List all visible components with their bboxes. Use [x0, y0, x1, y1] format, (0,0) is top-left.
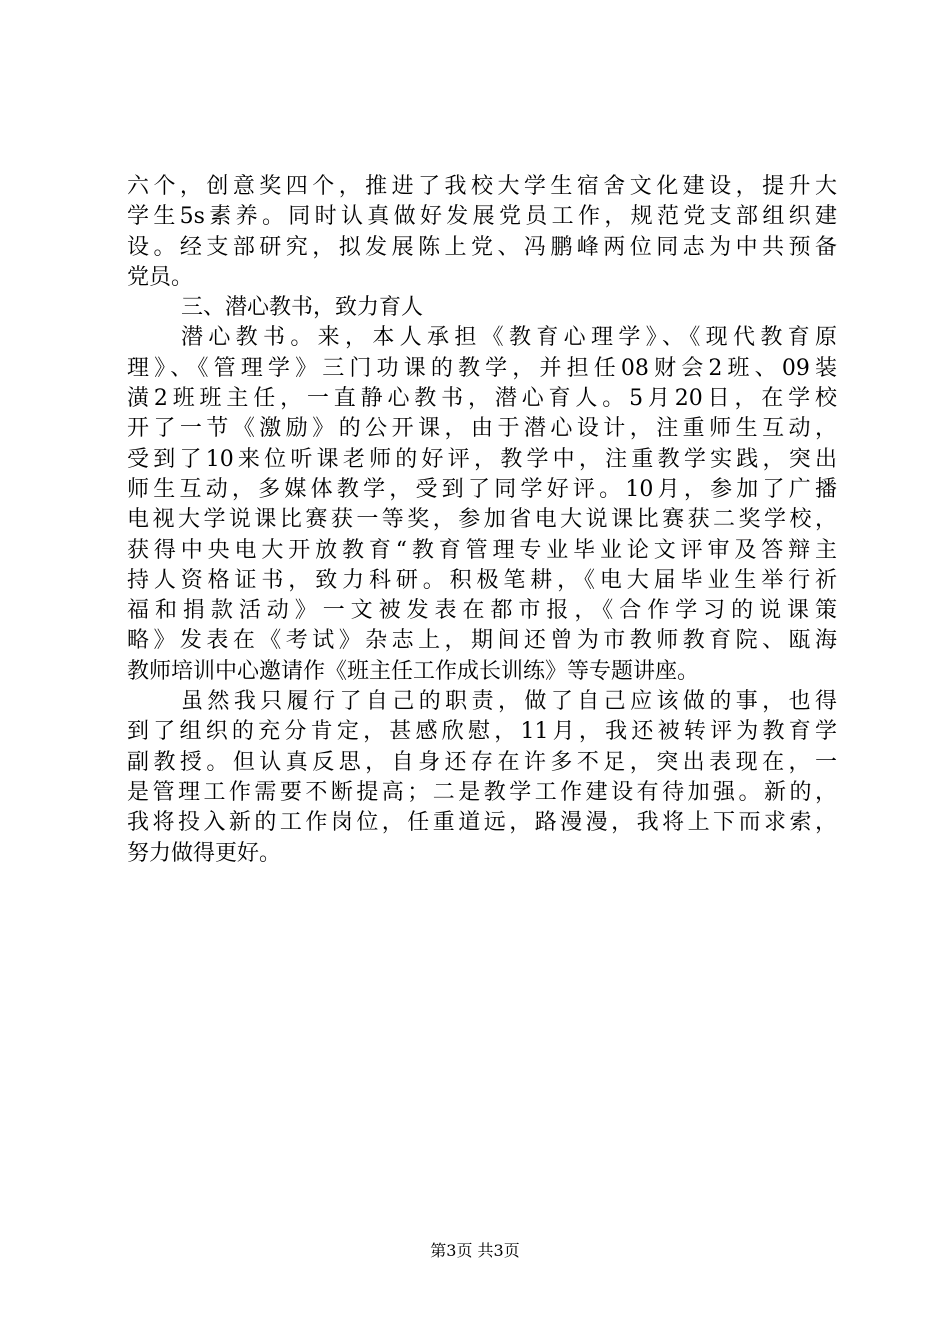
text-line: 受到了10来位听课老师的好评，教学中，注重教学实践，突出 — [127, 446, 837, 472]
text-line: 略》发表在《考试》杂志上，期间还曾为市教师教育院、瓯海 — [127, 628, 837, 654]
text-line: 努力做得更好。 — [127, 840, 282, 866]
text-line: 福和捐款活动》一文被发表在都市报，《合作学习的说课策 — [127, 598, 837, 624]
text-line: 获得中央电大开放教育“教育管理专业毕业论文评审及答辩主 — [127, 537, 837, 563]
text-line: 副教授。但认真反思，自身还存在许多不足，突出表现在，一 — [127, 749, 837, 775]
text-line: 三、潜心教书，致力育人 — [181, 295, 424, 321]
text-line: 理》、《管理学》三门功课的教学，并担任08财会2班、09装 — [127, 355, 837, 381]
page-footer: 第3页 共3页 — [430, 1241, 520, 1260]
document-body — [127, 172, 837, 869]
text-line: 教师培训中心邀请作《班主任工作成长训练》等专题讲座。 — [127, 658, 700, 684]
text-line: 设。经支部研究，拟发展陈上党、冯鹏峰两位同志为中共预备 — [127, 234, 837, 260]
text-line: 是管理工作需要不断提高；二是教学工作建设有待加强。新的， — [127, 779, 837, 805]
text-line: 学生5s素养。同时认真做好发展党员工作，规范党支部组织建 — [127, 204, 837, 230]
text-line: 持人资格证书，致力科研。积极笔耕，《电大届毕业生举行祈 — [127, 567, 837, 593]
text-line: 师生互动，多媒体教学，受到了同学好评。10月，参加了广播 — [127, 476, 837, 502]
text-line: 党员。 — [127, 264, 194, 290]
text-line: 潢2班班主任，一直静心教书，潜心育人。5月20日，在学校 — [127, 386, 837, 412]
text-line: 虽然我只履行了自己的职责，做了自己应该做的事，也得 — [181, 689, 837, 715]
text-line: 我将投入新的工作岗位，任重道远，路漫漫，我将上下而求索， — [127, 810, 837, 836]
text-line: 电视大学说课比赛获一等奖，参加省电大说课比赛获二奖学校， — [127, 507, 837, 533]
text-line: 潜心教书。来，本人承担《教育心理学》、《现代教育原 — [181, 325, 837, 351]
text-line: 六个，创意奖四个，推进了我校大学生宿舍文化建设，提升大 — [127, 174, 837, 199]
text-line: 到了组织的充分肯定，甚感欣慰，11月，我还被转评为教育学 — [127, 719, 837, 745]
text-line: 开了一节《激励》的公开课，由于潜心设计，注重师生互动， — [127, 416, 837, 442]
